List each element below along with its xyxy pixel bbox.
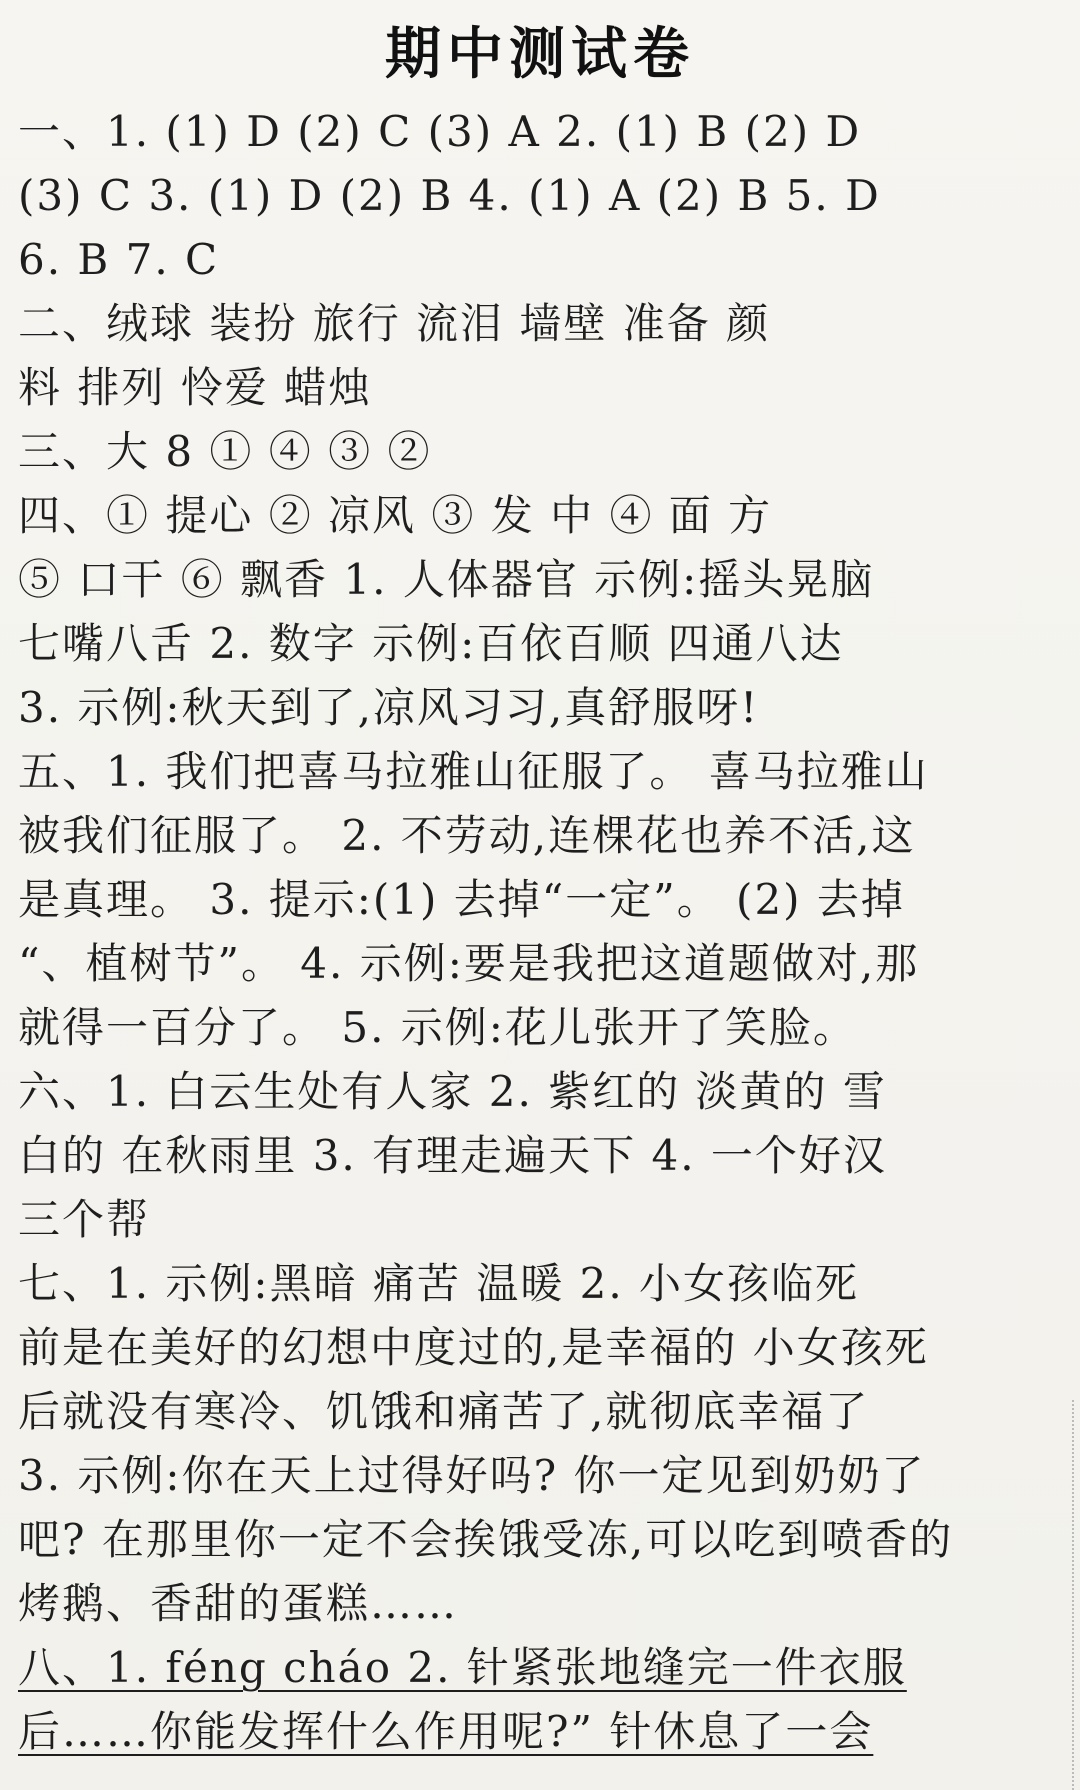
answer-line: 一、1. (1) D (2) C (3) A 2. (1) B (2) D (18, 107, 862, 156)
answer-line: 烤鹅、香甜的蛋糕…… (18, 1579, 459, 1628)
answer-line: 吧? 在那里你一定不会挨饿受冻,可以吃到喷香的 (18, 1515, 954, 1564)
answer-line: 3. 示例:你在天上过得好吗? 你一定见到奶奶了 (18, 1451, 926, 1500)
answer-line: 料 排列 怜爱 蜡烛 (18, 363, 373, 412)
answer-line: 七嘴八舌 2. 数字 示例:百依百顺 四通八达 (18, 619, 844, 668)
answer-line: 三个帮 (18, 1195, 151, 1244)
answer-line: “、植树节”。 4. 示例:要是我把这道题做对,那 (18, 939, 920, 988)
answer-line: 四、① 提心 ② 凉风 ③ 发 中 ④ 面 方 (18, 491, 773, 540)
page-edge-divider (1072, 1400, 1080, 1790)
answer-line: 七、1. 示例:黑暗 痛苦 温暖 2. 小女孩临死 (18, 1259, 860, 1308)
answer-line: 二、绒球 装扮 旅行 流泪 墙壁 准备 颜 (18, 299, 771, 348)
answer-line: 白的 在秋雨里 3. 有理走遍天下 4. 一个好汉 (18, 1131, 887, 1180)
answer-line: 是真理。 3. 提示:(1) 去掉“一定”。 (2) 去掉 (18, 875, 905, 924)
answer-line: 被我们征服了。 2. 不劳动,连棵花也养不活,这 (18, 811, 916, 860)
answer-line: 五、1. 我们把喜马拉雅山征服了。 喜马拉雅山 (18, 747, 929, 796)
answer-line: 三、大 8 ① ④ ③ ② (18, 427, 432, 476)
answer-line: 6. B 7. C (18, 235, 220, 284)
page-title: 期中测试卷 (385, 22, 695, 87)
answer-line: ⑤ 口干 ⑥ 飘香 1. 人体器官 示例:摇头晃脑 (18, 555, 875, 604)
answer-line: 后就没有寒冷、饥饿和痛苦了,就彻底幸福了 (18, 1387, 870, 1436)
answer-line-underlined: 后……你能发挥什么作用呢?” 针休息了一会 (18, 1707, 874, 1756)
answer-line: (3) C 3. (1) D (2) B 4. (1) A (2) B 5. D (18, 171, 881, 220)
answer-line: 就得一百分了。 5. 示例:花儿张开了笑脸。 (18, 1003, 857, 1052)
answer-line-underlined: 八、1. féng cháo 2. 针紧张地缝完一件衣服 (18, 1643, 907, 1692)
answer-content (18, 100, 1068, 1764)
answer-line: 前是在美好的幻想中度过的,是幸福的 小女孩死 (18, 1323, 929, 1372)
answer-line: 六、1. 白云生处有人家 2. 紫红的 淡黄的 雪 (18, 1067, 887, 1116)
answer-line: 3. 示例:秋天到了,凉风习习,真舒服呀! (18, 683, 760, 732)
